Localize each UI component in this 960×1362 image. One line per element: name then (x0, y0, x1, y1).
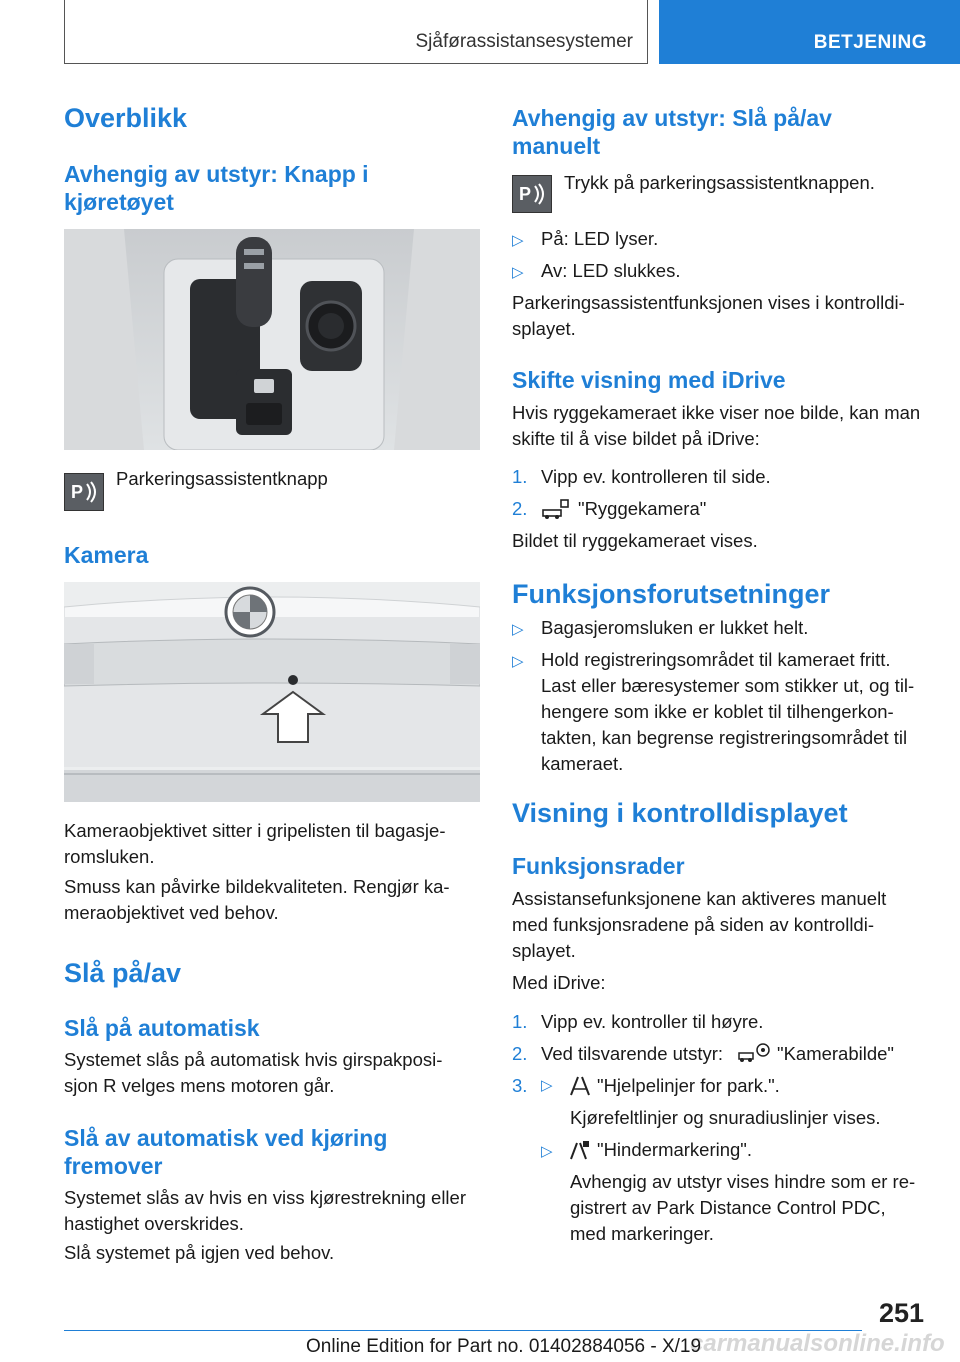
rows-step2-text: Ved tilsvarende utstyr: (541, 1043, 724, 1064)
idrive-text (512, 400, 920, 452)
overview-heading: Overblikk (64, 103, 188, 133)
parking-lines-icon (568, 1075, 592, 1104)
header-section-box (64, 0, 648, 64)
auto-off-heading (64, 1124, 387, 1180)
bullet-on (512, 226, 659, 254)
camera-text1-line1: Kameraobjektivet sitter i gripelisten til bagasje- (64, 820, 446, 841)
parking-assist-icon (512, 175, 552, 213)
rows-step2-label: "Kamerabilde" (777, 1043, 894, 1064)
req2-line3: hengere som ikke er koblet til tilhengerkon- (541, 701, 894, 722)
rows-step3b-line1: Avhengig av utstyr vises hindre som er re- (570, 1171, 916, 1192)
auto-off-text2: Slå systemet på igjen ved behov. (64, 1242, 335, 1263)
req-bullet-1 (512, 615, 809, 643)
rows-step1 (512, 1009, 764, 1035)
rows-step3a-text: "Hjelpelinjer for park.". (597, 1075, 780, 1096)
manual-note (512, 290, 905, 342)
camera-text2-line1: Smuss kan påvirke bildekvaliteten. Rengjør ka- (64, 876, 450, 897)
rows-text-line3: splayet. (512, 940, 576, 961)
step1-text: Vipp ev. kontrolleren til side. (541, 466, 771, 487)
auto-off-text (64, 1185, 466, 1237)
manual-note-line2: splayet. (512, 318, 576, 339)
req2-line4: takten, kan begrense registreringsområdet til (541, 727, 908, 748)
manual-text: Trykk på parkeringsassistentknappen. (564, 172, 875, 193)
auto-on-text (64, 1047, 442, 1099)
auto-on-heading: Slå på automatisk (64, 1015, 260, 1041)
manual-heading-line2: manuelt (512, 133, 601, 159)
step-number: 2. (512, 498, 528, 519)
button-heading-line2: kjøretøyet (64, 189, 174, 215)
rows-step3 (512, 1073, 780, 1099)
req1-text: Bagasjeromsluken er lukket helt. (541, 617, 809, 638)
bullet-triangle-icon: ▷ (512, 653, 524, 670)
svg-text:P: P (71, 482, 84, 502)
manual-heading (512, 104, 832, 160)
bullet-off (512, 258, 681, 286)
obstacle-marking-icon (568, 1139, 592, 1168)
display-heading: Visning i kontrolldisplayet (512, 798, 848, 828)
button-heading (64, 160, 369, 216)
auto-off-heading-line1: Slå av automatisk ved kjøring (64, 1125, 388, 1151)
bullet-triangle-icon: ▷ (541, 1143, 553, 1160)
center-console-photo (64, 229, 480, 450)
bullet-triangle-icon: ▷ (512, 621, 524, 638)
step2-text: "Ryggekamera" (578, 498, 707, 519)
manual-heading-line1: Avhengig av utstyr: Slå på/av (512, 105, 832, 131)
idrive-text-line1: Hvis ryggekameraet ikke viser noe bilde, kan man (512, 402, 921, 423)
req2-line2: Last eller bæresystemer som stikker ut, og til- (541, 675, 915, 696)
req2-text (541, 647, 914, 777)
idrive-result: Bildet til ryggekameraet vises. (512, 530, 758, 551)
bullet-on-text: På: LED lyser. (541, 228, 659, 249)
manual-note-line1: Parkeringsassistentfunksjonen vises i kontrolldi- (512, 292, 905, 313)
rows-heading: Funksjonsrader (512, 853, 685, 879)
rows-step3b-line3: med markeringer. (570, 1223, 714, 1244)
button-caption: Parkeringsassistentknapp (116, 468, 328, 489)
rows-step3b-line2: gistrert av Park Distance Control PDC, (570, 1197, 886, 1218)
bullet-triangle-icon: ▷ (541, 1077, 553, 1094)
rows-step3b (541, 1137, 753, 1165)
step-number: 1. (512, 1011, 528, 1032)
camera-heading: Kamera (64, 542, 149, 568)
step-number: 1. (512, 466, 528, 487)
page-number: 251 (878, 1298, 924, 1328)
camera-text1-line2: romsluken. (64, 846, 155, 867)
parking-assist-icon (64, 473, 104, 511)
req2-line1: Hold registreringsområdet til kameraet fritt. (541, 649, 891, 670)
rows-step1-text: Vipp ev. kontroller til høyre. (541, 1011, 764, 1032)
idrive-text-line2: skifte til å vise bildet på iDrive: (512, 428, 760, 449)
bullet-triangle-icon: ▷ (512, 232, 524, 249)
onoff-heading: Slå på/av (64, 958, 182, 988)
header-section-title: Sjåførassistansesystemer (415, 31, 633, 52)
auto-off-heading-line2: fremover (64, 1153, 163, 1179)
req-bullet-2 (512, 647, 915, 774)
header-chapter-tab (659, 0, 960, 64)
requirements-heading: Funksjonsforutsetninger (512, 579, 831, 609)
rows-step3a-desc: Kjørefeltlinjer og snuradiuslinjer vises. (570, 1107, 881, 1128)
footer-edition: Online Edition for Part no. 01402884056 - X/19 (306, 1336, 702, 1357)
camera-text1 (64, 818, 445, 870)
with-idrive: Med iDrive: (512, 972, 606, 993)
idrive-step1 (512, 464, 771, 490)
auto-off-text-line2: hastighet overskrides. (64, 1213, 244, 1234)
rows-step3b-desc (570, 1169, 915, 1247)
rows-text (512, 886, 886, 964)
rows-text-line1: Assistansefunksjonene kan aktiveres manuelt (512, 888, 887, 909)
button-heading-line1: Avhengig av utstyr: Knapp i (64, 161, 369, 187)
svg-text:P: P (519, 184, 532, 204)
idrive-step2 (512, 496, 707, 522)
step-number: 2. (512, 1043, 528, 1064)
rear-camera-icon (541, 498, 571, 527)
camera-text2-line2: meraobjektivet ved behov. (64, 902, 279, 923)
auto-on-text-line1: Systemet slås på automatisk hvis girspakposi- (64, 1049, 443, 1070)
rows-step2 (512, 1041, 894, 1067)
header-chapter-title: BETJENING (813, 32, 927, 53)
auto-on-text-line2: sjon R velges mens motoren går. (64, 1075, 335, 1096)
rows-step3b-text: "Hindermarkering". (597, 1139, 753, 1160)
camera-text2 (64, 874, 450, 926)
idrive-heading: Skifte visning med iDrive (512, 367, 786, 393)
step-number: 3. (512, 1075, 528, 1096)
rows-text-line2: med funksjonsradene på siden av kontrolldi- (512, 914, 874, 935)
auto-off-text-line1: Systemet slås av hvis en viss kjørestrekning eller (64, 1187, 466, 1208)
camera-settings-icon (737, 1041, 773, 1072)
trunk-camera-photo (64, 582, 480, 802)
req2-line5: kameraet. (541, 753, 624, 774)
bullet-triangle-icon: ▷ (512, 264, 524, 281)
watermark: carmanualsonline.info (690, 1330, 945, 1357)
bullet-off-text: Av: LED slukkes. (541, 260, 681, 281)
